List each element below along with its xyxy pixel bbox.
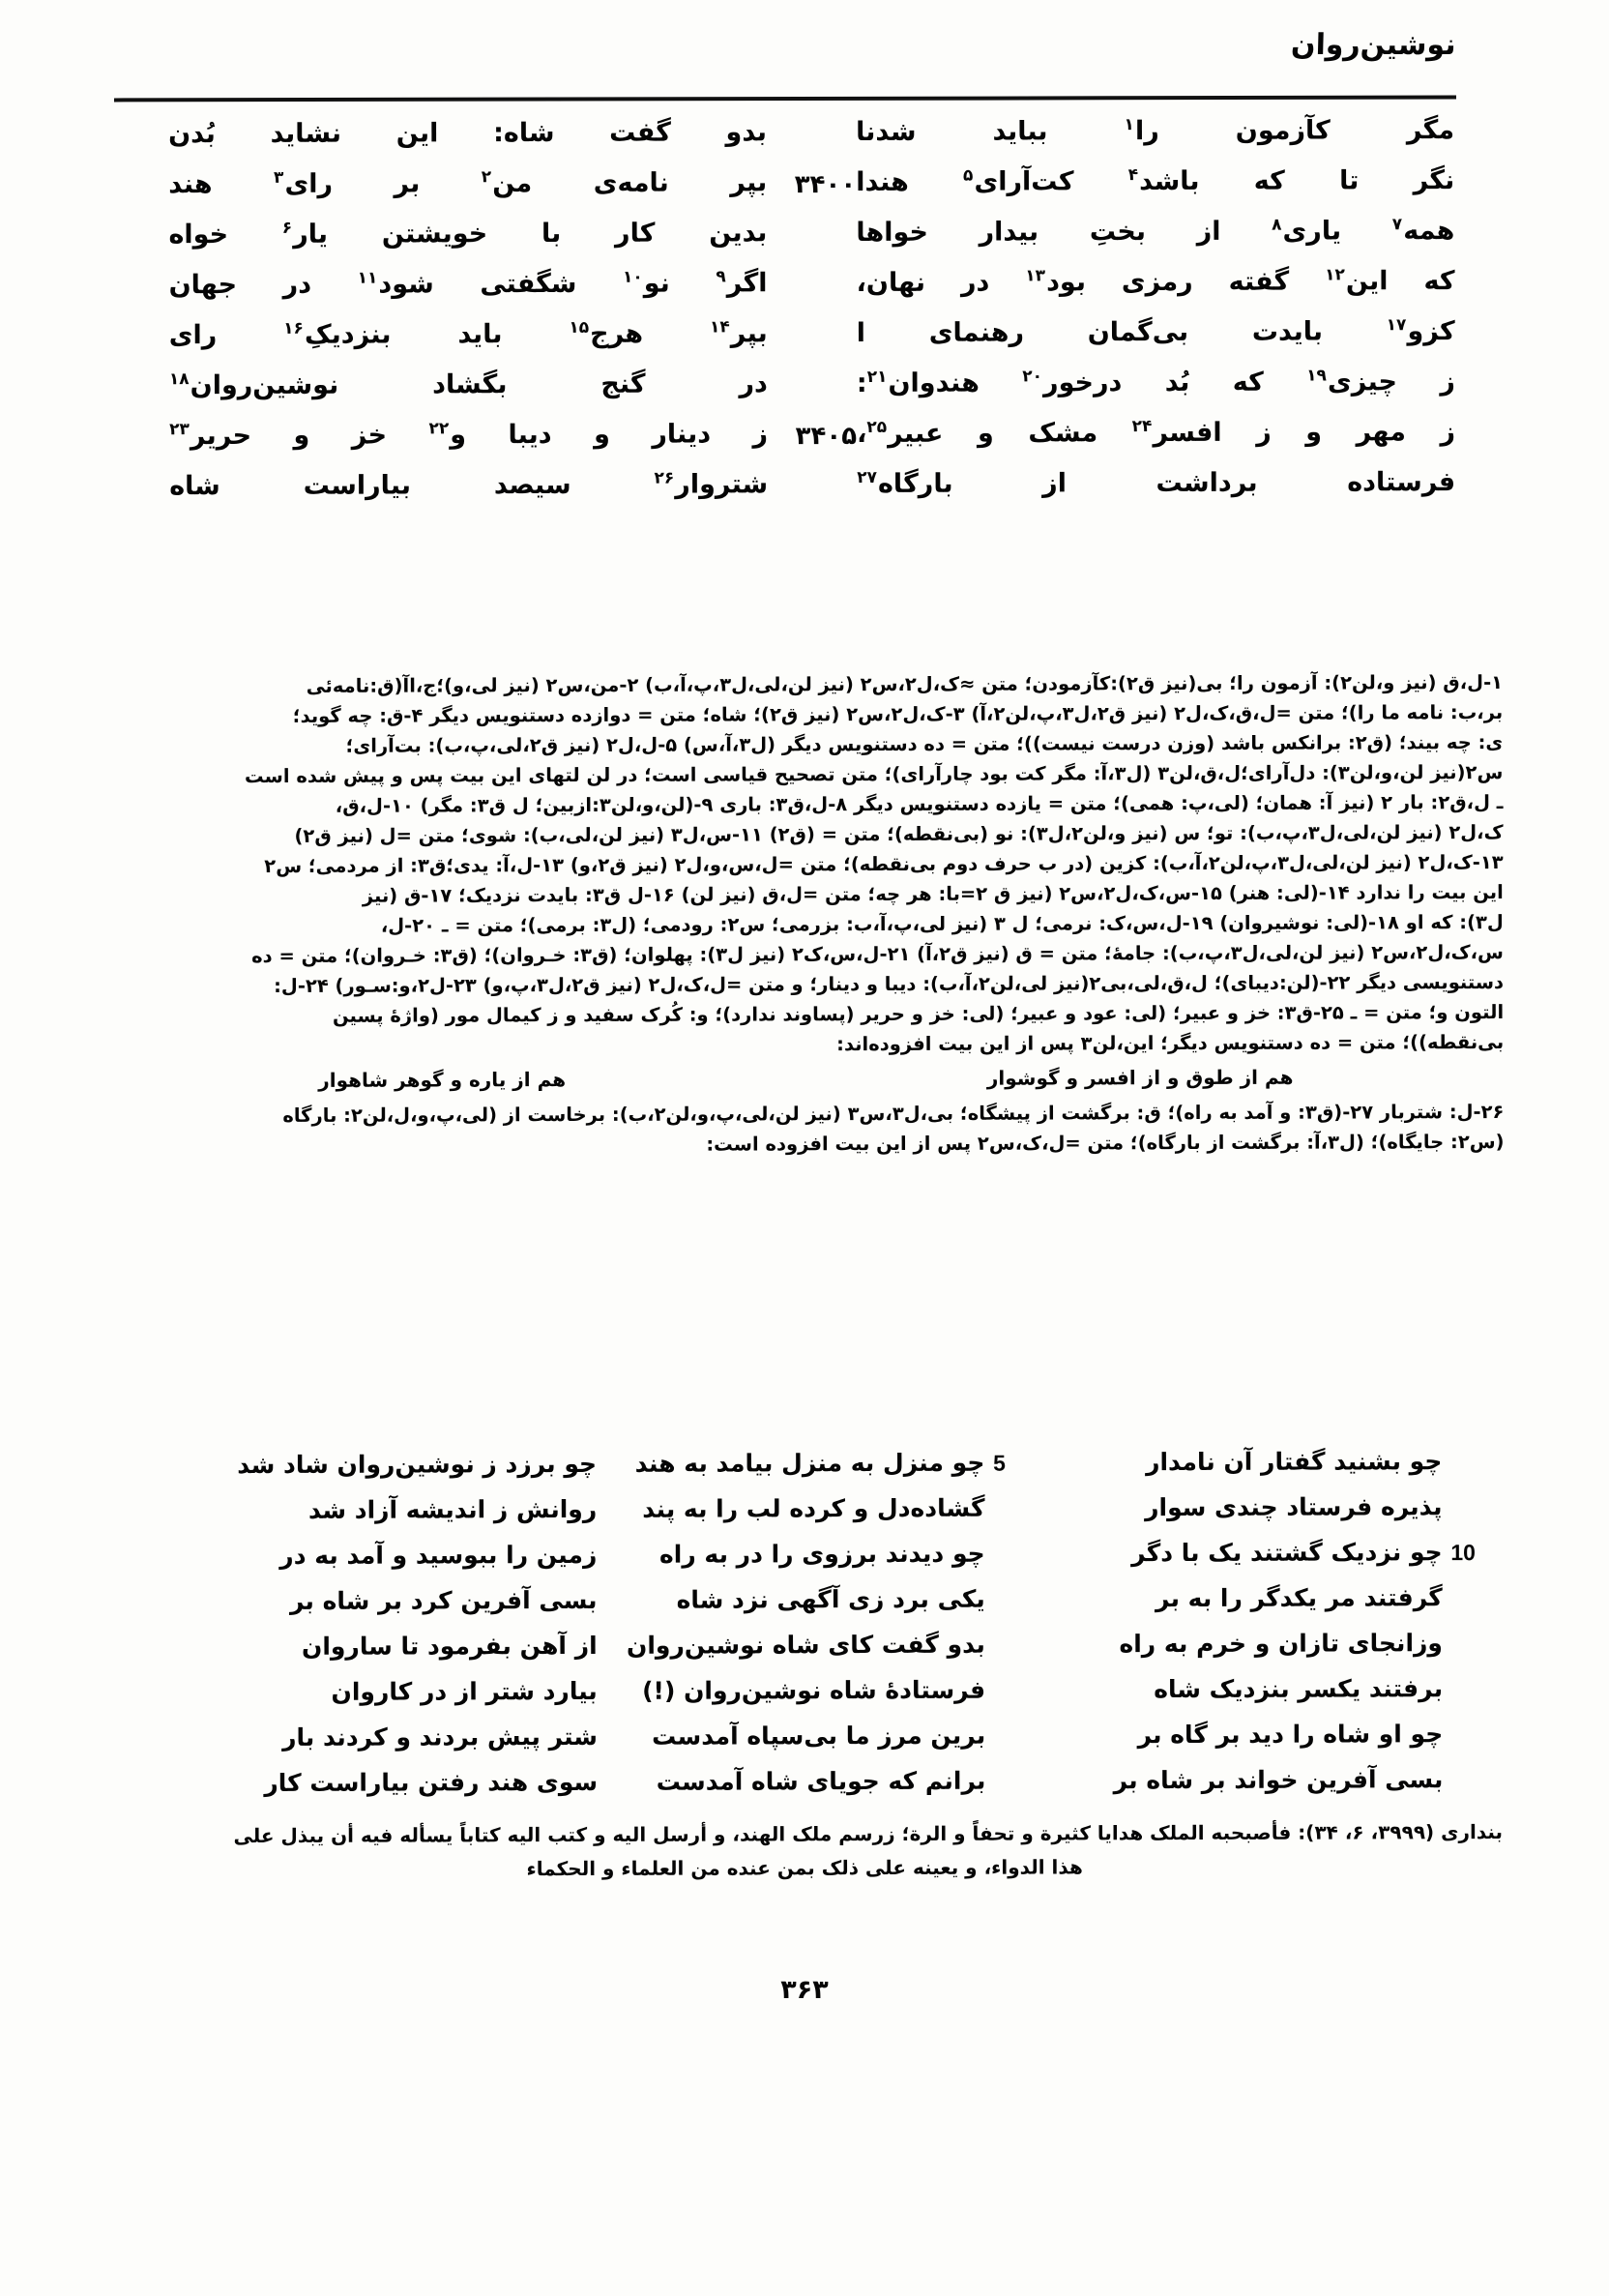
apparatus-line: ل۳): که او ۱۸-(لی: نوشیروان) ۱۹-ل،س،ک: نرمی؛ ل ۳ (نیز لی،پ،آ،ب: بزرمی؛ س۲: رودمی؛ (ل۳: برمی)؛ متن = ـ ۲۰-ل،	[380, 910, 1504, 937]
hemistich-word: نشاید	[270, 118, 342, 149]
couplet	[145, 265, 1464, 319]
hemistich-word: کزو$^{۱۷}$	[1386, 315, 1455, 347]
hemistich-word: در	[282, 269, 312, 300]
hemistich-word: شود$^{۱۱}$	[357, 268, 434, 300]
apparatus-line: ۱۳-ک،ل۲ (نیز لن،لی،ل۳،پ،لن۲،آ،ب): کزین (در ب حرف دوم بی‌نقطه)؛ متن =ل،س،و،ل۲ (نیز ق۲،و) ۱۳-ل،آ: یدی؛ق۳: از مردمی؛ س۲	[264, 850, 1504, 878]
hemistich-word: این$^{۱۲}$	[1325, 265, 1389, 297]
hemistich-word: بر	[394, 168, 421, 199]
inset-hemistich: زمین را ببوسید و آمد به در	[279, 1540, 598, 1570]
hemistich-word: از	[1042, 468, 1067, 499]
hemistich-word: رای	[168, 320, 218, 351]
hemistich-word: ز	[1440, 417, 1456, 448]
inset-hemistich: روانش ز اندیشه آزاد شد	[307, 1494, 598, 1524]
hemistich-word: جهان	[168, 269, 238, 301]
hemistich-word: باید	[457, 319, 503, 350]
hemistich-left	[857, 416, 1465, 451]
apparatus-line: بر،ب: نامه ما را)؛ متن =ل،ق،ک،ل۲ (نیز ق۲،ل۳،پ،لن۲،آ) ۳-ک،ل۲،س۲ (نیز ق۲)؛ شاه؛ متن = دوازده دستنویس دیگر ۴-ق: چه گوید؛	[292, 700, 1504, 727]
inset-hemistich: چو نزدیک گشتند یک با دگر	[1131, 1538, 1443, 1568]
hemistich-word: بُد	[1164, 367, 1190, 397]
footnote-marker: ۱	[1124, 115, 1134, 135]
hemistich-word: در	[960, 267, 990, 298]
hemistich-left	[857, 366, 1465, 400]
hemistich-word: بگشاد	[432, 369, 508, 400]
verse-number: ۳۴۰۵	[795, 421, 858, 452]
hemistich-word: شاه:	[493, 117, 555, 149]
footnote-marker: ۵	[962, 165, 974, 186]
hemistich-word: هندوان$^{۲۱}$:	[856, 367, 980, 398]
inset-hemistich: گشاده‌دل و کرده لب را به پند	[642, 1493, 985, 1523]
hemistich-word: کت‌آرای$^۵$	[962, 165, 1074, 197]
hemistich-word: سیصد	[493, 469, 571, 501]
couplet	[146, 466, 1465, 520]
inset-hemistich: چو بشنید گفتار آن نامدار	[1146, 1447, 1443, 1477]
couplet	[145, 114, 1464, 168]
inset-hemistich: از آهن بفرمود تا ساروان	[301, 1631, 598, 1661]
inset-hemistich: چو منزل به منزل بیامد به هند	[634, 1448, 985, 1478]
hemistich-word: خز	[351, 420, 388, 451]
verse-number	[767, 217, 856, 221]
apparatus-line: بی‌نقطه))؛ متن = ده دستنویس دیگر؛ این،لن۳ پس از این بیت افزوده‌اند:	[836, 1030, 1505, 1056]
arabic-quote-line-1: بنداری (۳۹۹۹، ۶، ۳۴): فأصبحبه الملک هدایا کثیرة و تحفاً و الرة؛ زرسم ملک الهند، و أرسل الیه و کتب الیه کتاباً یسأله فیه أن یبذل علی	[233, 1820, 1504, 1848]
inset-col-right	[116, 1586, 597, 1617]
inset-hemistich: چو برزد ز نوشین‌روان شاد شد	[237, 1449, 598, 1480]
footnote-marker: ۱۰	[622, 267, 643, 287]
apparatus-tail-line: ۲۶-ل: شتربار ۲۷-(ق۳: و آمد به راه)؛ ق: برگشت از پیشگاه؛ بی،ل۳،س۳ (نیز لن،لی،پ،و،لن۲،ب): برخاست از (لی،پ،و،ل،لن۲: بارگاه	[282, 1100, 1505, 1127]
arabic-quote-line-2: هذا الدواء، و یعینه علی ذلک بمن عنده من العلماء و الحکماء	[526, 1855, 1083, 1881]
verse-number	[767, 116, 856, 120]
inset-row	[117, 1629, 1494, 1678]
hemistich-word: افسر$^{۲۴}$	[1131, 417, 1222, 449]
inset-col-middle	[597, 1539, 1036, 1569]
hemistich-word: مشک	[1028, 418, 1098, 449]
couplet	[145, 164, 1464, 219]
footnote-marker: ۱۶	[283, 318, 304, 339]
hemistich-word: شاه	[169, 471, 220, 502]
hemistich-word: بپر	[730, 167, 768, 198]
hemistich-word: نو$^{۱۰}$	[622, 267, 670, 299]
hemistich-word: و$^{۲۲}$	[428, 419, 467, 451]
footnote-marker: ۲۷	[857, 467, 877, 487]
inset-col-middle	[597, 1448, 1036, 1478]
footnote-marker: ۱۵	[569, 317, 590, 338]
hemistich-left	[856, 164, 1464, 199]
hemistich-word: گفت	[609, 117, 671, 148]
page-header	[114, 29, 1495, 104]
hemistich-word: بیاراست	[303, 470, 411, 501]
hemistich-word: بدین	[709, 218, 768, 249]
footnote-marker: ۱۸	[168, 369, 190, 390]
hemistich-word: شگفتی	[480, 268, 577, 300]
inset-col-middle	[598, 1721, 1037, 1751]
hemistich-word: تا	[1339, 165, 1360, 196]
hemistich-word: بی‌گمان	[1087, 316, 1189, 348]
hemistich-word: دیبا	[508, 419, 552, 451]
inset-col-middle	[598, 1630, 1037, 1660]
verse-number	[767, 267, 856, 271]
inset-hemistich: برفتند یکسر بنزدیک شاه	[1154, 1674, 1444, 1704]
hemistich-word: نهان،	[856, 267, 926, 298]
inset-hemistich: بسی آفرین خواند بر شاه بر	[1113, 1765, 1444, 1795]
hemistich-word: بنزدیکِ$^{۱۶}$	[283, 318, 392, 350]
hemistich-word: هند	[168, 169, 213, 200]
inset-col-right	[117, 1632, 598, 1663]
footnote-marker: ۸	[1272, 215, 1282, 235]
inset-line-number: 10	[1450, 1540, 1476, 1566]
inset-col-left	[1036, 1538, 1493, 1568]
hemistich-word: نوشین‌روان$^{۱۸}$	[168, 369, 339, 401]
verse-number	[768, 368, 857, 371]
hemistich-word: بُدن	[168, 119, 216, 150]
hemistich-left	[856, 215, 1464, 250]
inset-col-left	[1036, 1492, 1493, 1522]
hemistich-right	[145, 267, 767, 302]
footnote-marker: ۴	[1127, 165, 1139, 186]
header-rule	[114, 96, 1456, 103]
hemistich-word: رمزی	[1121, 266, 1193, 298]
inset-col-left	[1036, 1447, 1493, 1477]
hemistich-word: در	[739, 368, 768, 399]
footnote-marker: ۲	[481, 167, 492, 188]
inset-col-right	[116, 1541, 597, 1572]
apparatus-line: ـ ل،ق۲: بار ۲ (نیز آ: همان؛ (لی،پ: همی)؛ متن = یازده دستنویس دیگر ۸-ل،ق۳: باری ۹-(لن،و،لن۳:ازبین؛ ل ق۳: مگر) ۱۰-ل،ق،	[335, 790, 1504, 817]
footnote-marker: ۱۹	[1306, 366, 1327, 386]
apparatus-line: دستنویسی دیگر ۲۲-(لن:دیبای)؛ ل،ق،لی،بی۲(نیز لی،لن۲،آ،ب): دیبا و دینار؛ و متن =ل،ک،ل۲ (نیز ق۲،ل۳،پ،و) ۲۳-ل۲،و:سـور) ۲۴-ل:	[274, 970, 1505, 997]
inset-hemistich: فرستادهٔ شاه نوشین‌روان (!)	[642, 1675, 986, 1705]
hemistich-word: را$^۱$	[1124, 115, 1159, 147]
inset-verse-block	[116, 1447, 1494, 1814]
verse-number: ۳۴۰۰	[794, 169, 857, 200]
hemistich-word: برداشت	[1156, 467, 1258, 499]
footnote-marker: ۲۲	[428, 419, 450, 439]
inset-col-middle	[598, 1675, 1037, 1705]
inset-line-number: 5	[993, 1450, 1006, 1476]
hemistich-word: چیزی$^{۱۹}$	[1306, 366, 1398, 397]
hemistich-word: رای$^۳$	[273, 167, 334, 199]
hemistich-word: نامه‌ی	[593, 167, 669, 198]
footnote-marker: ۹	[716, 267, 726, 287]
inset-col-right	[117, 1768, 598, 1799]
hemistich-word: درخور$^{۲۰}$	[1022, 367, 1123, 398]
footnote-marker: ۲۳	[169, 420, 190, 440]
hemistich-word: ز	[752, 419, 769, 450]
inset-col-right	[117, 1722, 598, 1753]
inset-row	[116, 1492, 1493, 1542]
hemistich-word: این	[395, 118, 439, 149]
inset-col-middle	[597, 1584, 1036, 1614]
hemistich-right	[145, 116, 767, 151]
hemistich-word: و	[293, 420, 310, 451]
inset-hemistich: برانم که جویای شاه آمدست	[656, 1766, 986, 1796]
footnote-marker: ۶	[281, 218, 293, 238]
folio-number: ۳۶۳	[780, 1975, 829, 2005]
inset-hemistich: برین مرز ما بی‌سپاه آمدست	[652, 1721, 986, 1751]
inset-hemistich: پذیره فرستاد چندی سوار	[1145, 1492, 1443, 1522]
inset-col-middle	[597, 1493, 1036, 1523]
footnote-marker: ۱۲	[1325, 265, 1345, 285]
hemistich-word: بدو	[725, 117, 768, 148]
hemistich-word: بود$^{۱۳}$	[1025, 266, 1087, 298]
inset-col-right	[117, 1677, 598, 1708]
hemistich-word: گفته	[1228, 266, 1290, 297]
inset-hemistich: بدو گفت کای شاه نوشین‌روان	[626, 1630, 985, 1660]
hemistich-word: کار	[614, 218, 656, 249]
inset-hemistich: بسی آفرین کرد بر شاه بر	[289, 1585, 598, 1615]
inset-col-left	[1037, 1765, 1494, 1795]
hemistich-word: اگر$^۹$	[716, 267, 768, 299]
hemistich-right	[145, 217, 767, 251]
hemistich-word: من$^۲$	[481, 167, 533, 199]
hemistich-word: و	[1305, 417, 1323, 448]
hemistich-word: که	[1232, 367, 1264, 397]
verse-number	[768, 317, 857, 321]
inset-row	[116, 1447, 1493, 1496]
hemistich-word: بارگاه$^{۲۷}$	[857, 467, 953, 499]
hemistich-right	[146, 468, 768, 503]
inset-row	[117, 1674, 1494, 1723]
hemistich-left	[856, 265, 1464, 300]
hemistich-word: و	[594, 419, 610, 450]
interpolated-hemistich-left: هم از طوق و از افسر و گوشوار	[986, 1065, 1294, 1090]
hemistich-word: بیدار	[979, 217, 1039, 248]
hemistich-word: باشد$^۴$	[1127, 165, 1200, 197]
hemistich-word: خواه	[168, 220, 229, 250]
hemistich-word: حریر$^{۲۳}$	[169, 420, 252, 452]
hemistich-word: فرستاده	[1347, 467, 1456, 498]
running-head: نوشین‌روان	[1290, 28, 1457, 62]
hemistich-word: بختِ	[1089, 217, 1147, 248]
inset-hemistich: یکی برد زی آگهی نزد شاه	[676, 1584, 985, 1614]
hemistich-word: دینار	[652, 419, 712, 450]
hemistich-word: کآزمون	[1235, 115, 1331, 146]
hemistich-right	[146, 317, 768, 352]
hemistich-left	[857, 315, 1465, 350]
inset-col-left	[1037, 1629, 1494, 1659]
footnote-marker: ۲۶	[654, 468, 675, 488]
inset-col-left	[1037, 1674, 1494, 1704]
inset-col-left	[1037, 1720, 1494, 1750]
inset-hemistich: وزانجای تازان و خرم به راه	[1119, 1629, 1443, 1659]
hemistich-word: و	[977, 418, 994, 449]
hemistich-word: مگر	[1406, 115, 1455, 146]
apparatus-line: ی: چه بیند؛ (ق۲: برانکس باشد (وزن درست نیست))؛ متن = ده دستنویس دیگر (ل۳،آ،س) ۵-ل،ل۲ (نیز ق۲،لی،پ،ب): بت‌آرای؛	[345, 730, 1504, 757]
inset-col-middle	[598, 1766, 1037, 1796]
inset-row	[117, 1765, 1494, 1814]
hemistich-word: رهنمای	[928, 317, 1025, 348]
hemistich-right	[146, 368, 768, 402]
inset-hemistich: شتر پیش بردند و کردند بار	[282, 1722, 598, 1751]
critical-apparatus	[106, 667, 1505, 1162]
hemistich-word: شدنا	[856, 116, 917, 147]
apparatus-line: ۱-ل،ق (نیز و،لن۲): آزمون را؛ بی(نیز ق۲):کآزمودن؛ متن ≈ک،ل۲،س۲ (نیز لن،لی،ل۳،پ،آ،ب) ۲-من،س۲ (نیز لی،و)؛ج،اآ(ق:نامه‌ئی	[306, 671, 1504, 697]
inset-row	[117, 1720, 1494, 1769]
hemistich-word: مهر	[1356, 417, 1407, 448]
main-verse-block	[145, 114, 1465, 520]
verse-number	[768, 468, 857, 472]
hemistich-word: گنج	[600, 368, 646, 399]
inset-hemistich: بیارد شتر از در کاروان	[331, 1676, 598, 1706]
footnote-marker: ۱۱	[357, 268, 378, 288]
apparatus-line: التون و؛ متن = ـ ۲۵-ق۳: خز و عبیر؛ (لی: عود و عبیر؛ (لی: خز و حریر (پساوند ندارد)؛ و: کُرک سفید و ز کیمال مور (واژهٔ پسین	[332, 1000, 1505, 1027]
apparatus-line: س۲(نیز لن،و،لن۳): دل‌آرای؛ل،ق،لن۳ (ل۳،آ: مگر کت بود چارآرای)؛ متن تصحیح قیاسی است؛ در لن لتهای این بیت پس و پیش شده است	[244, 760, 1504, 788]
couplet	[146, 366, 1465, 420]
apparatus-tail-line: (س۲: جایگاه)؛ (ل۳،آ: برگشت از بارگاه)؛ متن =ل،ک،س۲ پس از این بیت افزوده است:	[706, 1130, 1505, 1156]
hemistich-word: که	[1253, 165, 1285, 196]
inset-hemistich: چو او شاه را دید بر گاه بر	[1137, 1720, 1444, 1750]
hemistich-word: خواها	[856, 217, 928, 248]
couplet	[146, 315, 1465, 369]
footnote-marker: ۲۰	[1022, 367, 1043, 387]
inset-hemistich: گرفتند مر یکدگر را به بر	[1155, 1583, 1443, 1613]
hemistich-word: نگر	[1413, 165, 1455, 196]
footnote-marker: ۱۳	[1025, 266, 1046, 286]
hemistich-left	[857, 466, 1465, 501]
hemistich-word: یاری$^۸$	[1272, 215, 1342, 247]
hemistich-word: از	[1196, 216, 1221, 247]
arabic-quotation	[106, 1816, 1503, 1887]
hemistich-left	[856, 114, 1464, 149]
footnote-marker: ۲۴	[1131, 417, 1153, 437]
inset-col-left	[1036, 1583, 1493, 1613]
apparatus-line: س،ک،ل۲،س۲ (نیز لن،لی،ل۳،پ،ب): جامهٔ؛ متن = ق (نیز ق۲،آ) ۲۱-ل،س،ک۲ (نیز ل۳): پهلوان؛ (ق۳: خـروان)؛ (ق۳: خـروان)؛ متن = ده	[251, 940, 1504, 968]
hemistich-word: هرج$^{۱۵}$	[569, 317, 644, 349]
hemistich-word: بپر$^{۱۴}$	[709, 317, 768, 349]
hemistich-word: یار$^۶$	[281, 218, 329, 250]
inset-hemistich: چو دیدند برزوی را در به راه	[658, 1539, 985, 1569]
inset-hemistich: سوی هند رفتن بیاراست کار	[264, 1767, 599, 1797]
couplet	[145, 215, 1464, 269]
hemistich-word: همه$^۷$	[1391, 215, 1455, 247]
footnote-marker: ۷	[1391, 215, 1403, 235]
hemistich-word: ز	[1440, 367, 1455, 397]
hemistich-right	[146, 418, 768, 453]
footnote-marker: ۱۷	[1386, 315, 1407, 336]
interpolated-hemistich-right: هم از یاره و گوهر شاهوار	[318, 1068, 567, 1092]
hemistich-word: شتروار$^{۲۶}$	[654, 468, 769, 500]
inset-row	[116, 1538, 1493, 1587]
hemistich-word: بباید	[992, 116, 1048, 147]
footnote-marker: ۲۵	[866, 417, 888, 437]
footnote-marker: ۳	[273, 167, 284, 188]
hemistich-right	[145, 166, 767, 201]
hemistich-word: بایدت	[1251, 316, 1324, 347]
inset-col-right	[116, 1450, 597, 1481]
inset-col-right	[116, 1495, 597, 1526]
apparatus-line: این بیت را ندارد ۱۴-(لی: هنر) ۱۵-س،ک،ل۲،س۲ (نیز ق ۲=با: هر چه؛ متن =ل،ق (نیز لن) ۱۶-ل ق۳: بایدت نزدیک؛ ۱۷-ق (نیز	[362, 880, 1504, 907]
interpolated-couplet	[107, 1062, 1504, 1097]
inset-row	[116, 1583, 1493, 1633]
footnote-marker: ۱۴	[709, 317, 730, 338]
hemistich-word: که	[1423, 266, 1455, 297]
hemistich-word: ا	[856, 317, 866, 348]
apparatus-line: ک،ل۲ (نیز لن،لی،ل۳،پ،ب): تو؛ س (نیز و،لن۲،ل۳): نو (بی‌نقطه)؛ متن = (ق۲) ۱۱-س،ل۳ (نیز لن،لی،ب): شوی؛ متن =ل (نیز ق۲)	[294, 820, 1504, 847]
hemistich-word: با	[541, 218, 562, 249]
hemistich-word: عبیر$^{۲۵}$،	[857, 417, 944, 449]
hemistich-word: ز	[1256, 417, 1272, 448]
hemistich-word: هندا	[856, 166, 909, 197]
footnote-marker: ۲۱	[866, 367, 888, 387]
couplet	[146, 416, 1465, 470]
hemistich-word: خویشتن	[381, 219, 488, 250]
